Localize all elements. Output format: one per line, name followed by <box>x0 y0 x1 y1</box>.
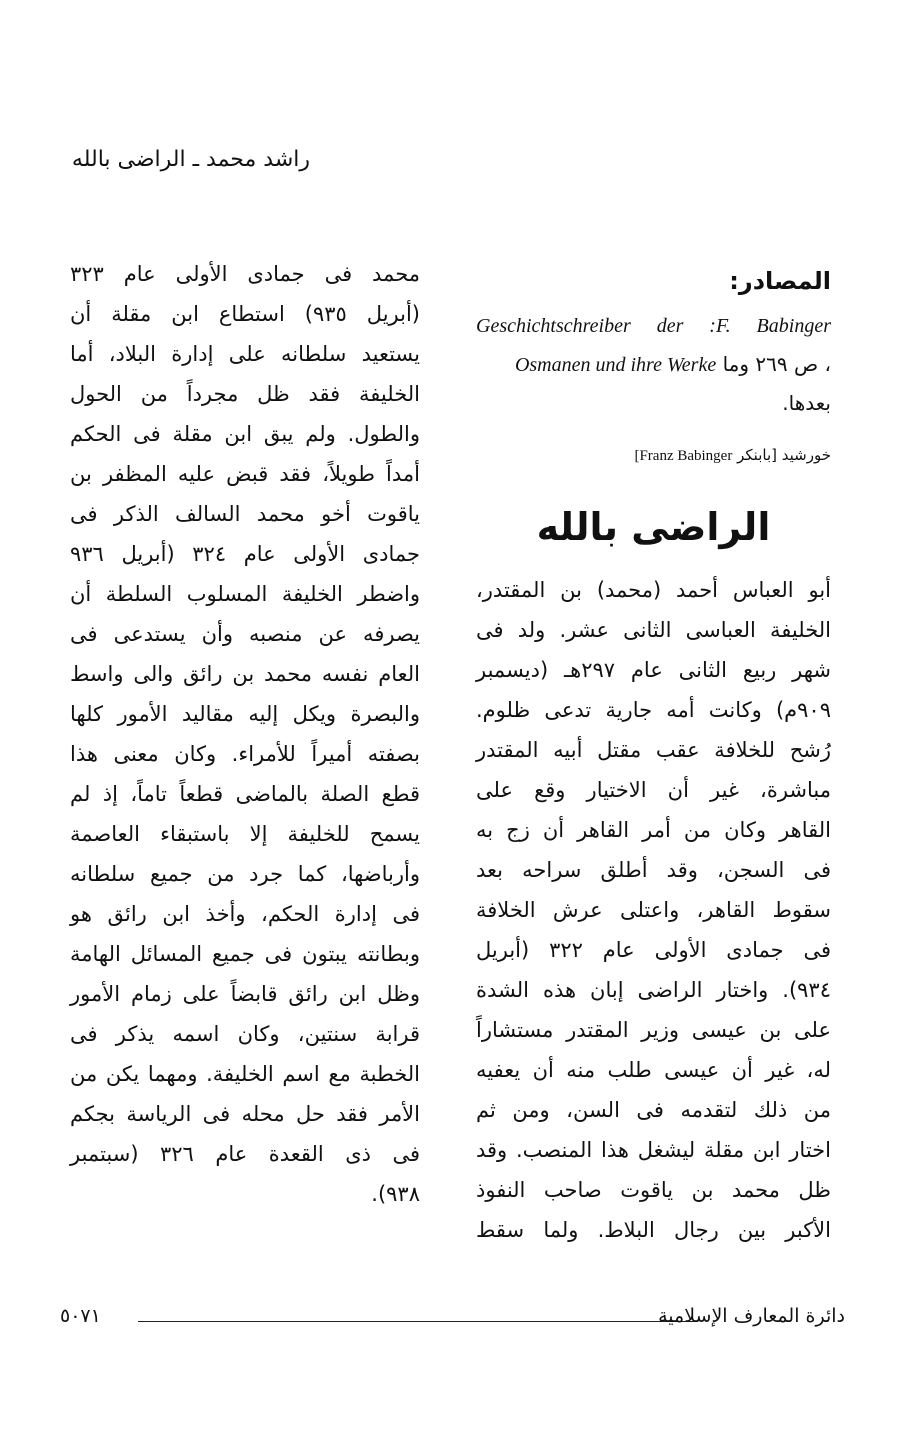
text-line: محمد فى جمادى الأولى عام ٣٢٣ <box>70 262 420 286</box>
text-line: الأمر فقد حل محله فى الرياسة بجكم <box>70 1102 420 1126</box>
text-line: اختار ابن مقلة ليشغل هذا المنصب. وقد <box>476 1138 831 1162</box>
text-line: ياقوت أخو محمد السالف الذكر فى <box>70 502 420 526</box>
left-column <box>70 254 420 1214</box>
text-line: القاهر وكان من أمر القاهر أن زج به <box>476 818 831 842</box>
text-line: ٩٣٨). <box>371 1182 420 1206</box>
footer-rule <box>138 1321 698 1322</box>
text-line: بصفته أميراً للأمراء. وكان معنى هذا <box>70 742 420 766</box>
text-line: أبو العباس أحمد (محمد) بن المقتدر، <box>476 578 831 602</box>
text-line: ظل محمد بن ياقوت صاحب النفوذ <box>476 1178 831 1202</box>
sources-arabic-end: بعدها. <box>782 391 831 415</box>
text-line: مباشرة، غير أن الاختيار وقع على <box>476 778 831 802</box>
right-body-text <box>476 570 831 1250</box>
text-line: العام نفسه محمد بن رائق والى واسط <box>70 662 420 686</box>
text-line: فى إدارة الحكم، وأخذ ابن رائق هو <box>70 902 420 926</box>
text-line: ٩٣٤). واختار الراضى إبان هذه الشدة <box>476 978 831 1002</box>
text-line: فى السجن، وقد أطلق سراحه بعد <box>476 858 831 882</box>
text-line: على بن عيسى وزير المقتدر مستشاراً <box>476 1018 831 1042</box>
text-line: وظل ابن رائق قابضاً على زمام الأمور <box>70 982 420 1006</box>
article-author <box>476 446 831 476</box>
text-line: قرابة سنتين، وكان اسمه يذكر فى <box>70 1022 420 1046</box>
right-column <box>476 262 831 1250</box>
text-line: من ذلك لتقدمه فى السن، ومن ثم <box>476 1098 831 1122</box>
sources-citation <box>476 306 831 422</box>
encyclopedia-title: دائرة المعارف الإسلامية <box>658 1305 845 1327</box>
text-line: فى جمادى الأولى عام ٣٢٢ (أبريل <box>476 938 831 962</box>
text-line: واضطر الخليفة المسلوب السلطة أن <box>70 582 420 606</box>
text-line: والطول. ولم يبق ابن مقلة فى الحكم <box>70 422 420 446</box>
text-line: الخطبة مع اسم الخليفة. ومهما يكن من <box>70 1062 420 1086</box>
text-line: الخليفة فقد ظل مجرداً من الحول <box>70 382 420 406</box>
text-line: (أبريل ٩٣٥) استطاع ابن مقلة أن <box>70 302 420 326</box>
text-line: الخليفة العباسى الثانى عشر. ولد فى <box>476 618 831 642</box>
article-title: الراضى بالله <box>536 505 771 549</box>
text-line: الأكبر بين رجال البلاط. ولما سقط <box>476 1218 831 1242</box>
text-line: والبصرة ويكل إليه مقاليد الأمور كلها <box>70 702 420 726</box>
text-line: شهر ربيع الثانى عام ٢٩٧هـ (ديسمبر <box>476 658 832 682</box>
text-line: فى ذى القعدة عام ٣٢٦ (سبتمبر <box>70 1142 420 1166</box>
text-line: يستعيد سلطانه على إدارة البلاد، أما <box>70 342 420 366</box>
text-line: أمداً طويلاً، فقد قبض عليه المظفر بن <box>70 462 420 486</box>
text-line: يصرفه عن منصبه وأن يستدعى فى <box>70 622 420 646</box>
text-line: له، غير أن عيسى طلب منه أن يعفيه <box>476 1058 831 1082</box>
text-line: وبطانته يبتون فى جميع المسائل الهامة <box>70 942 420 966</box>
author-latin: Franz Babinger] <box>634 448 733 464</box>
sources-latin-1: Geschichtschreiber der :F. Babinger <box>476 315 831 337</box>
text-line: رُشح للخلافة عقب مقتل أبيه المقتدر <box>476 738 831 762</box>
text-line: قطع الصلة بالماضى قطعاً تاماً، إذ لم <box>70 782 420 806</box>
sources-heading: المصادر: <box>729 267 831 295</box>
text-line: وأرباضها، كما جرد من جميع سلطانه <box>70 862 420 886</box>
page-number: ٥٠٧١ <box>60 1305 101 1327</box>
text-line: سقوط القاهر، واعتلى عرش الخلافة <box>476 898 831 922</box>
text-line: ٩٠٩م) وكانت أمه جارية تدعى ظلوم. <box>476 698 831 722</box>
sources-latin-2: Osmanen und ihre Werke <box>514 354 717 376</box>
running-header: راشد محمد ـ الراضى بالله <box>71 147 310 172</box>
page-footer <box>60 1302 845 1330</box>
text-line: يسمح للخليفة إلا باستبقاء العاصمة <box>70 822 420 846</box>
text-line: جمادى الأولى عام ٣٢٤ (أبريل ٩٣٦ <box>70 542 421 566</box>
author-arabic: خورشيد [بابنكر <box>737 446 831 464</box>
sources-arabic-tail: ، ص ٢٦٩ وما <box>722 352 831 376</box>
